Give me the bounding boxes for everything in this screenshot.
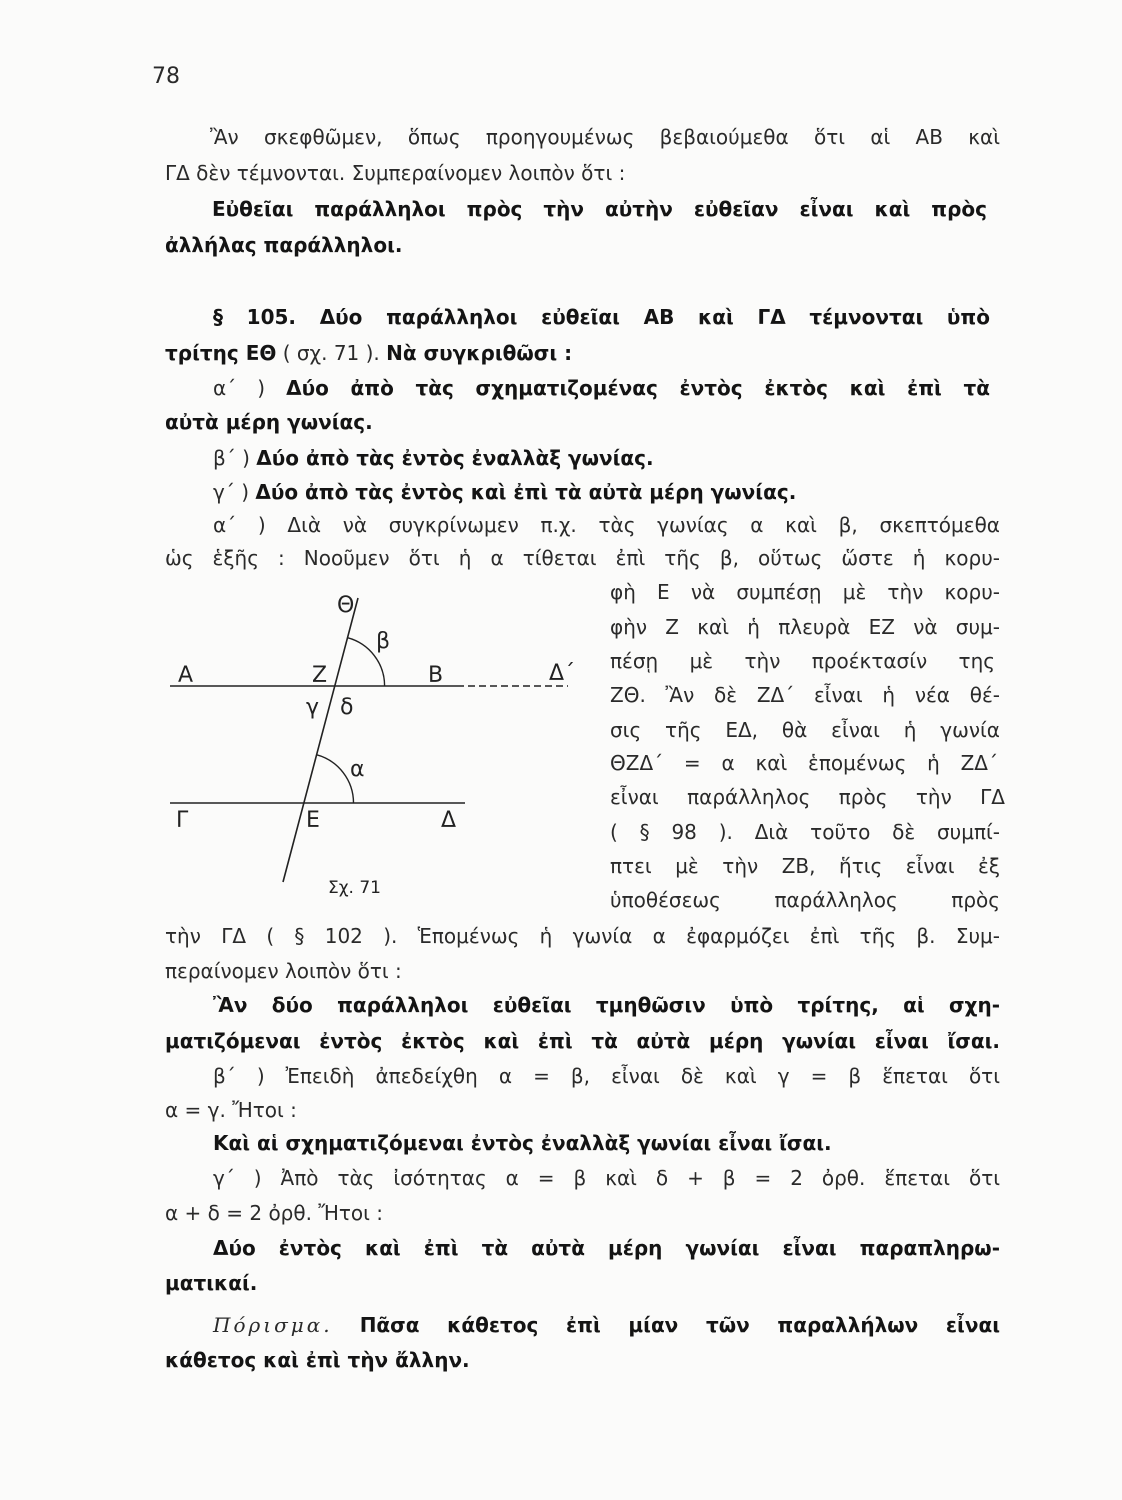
label-a: Α: [178, 663, 194, 688]
item-b-marker: β΄ ): [213, 446, 250, 470]
proof-a-column-line-9: πτει μὲ τὴν ΖΒ, ἥτις εἶναι ἐξ: [610, 854, 1000, 878]
proof-a-line-13: τὴν ΓΔ ( § 102 ). Ἑπομένως ἡ γωνία α ἐφαρμόζει ἐπὶ τῆς β. Συμ-: [165, 924, 1000, 948]
theorem-c-line-2: ματικαί.: [165, 1271, 258, 1295]
intro-line-2: ΓΔ δὲν τέμνονται. Συμπεραίνομεν λοιπὸν ὅτι :: [165, 161, 626, 185]
proof-a-column-line-2: φὴν Ζ καὶ ἡ πλευρὰ ΕΖ νὰ συμ-: [610, 615, 1000, 639]
proof-b-line-2: α = γ. Ἤτοι :: [165, 1098, 297, 1122]
label-d: Δ: [441, 808, 457, 833]
label-z: Ζ: [312, 663, 328, 688]
label-b: Β: [428, 663, 444, 688]
theorem-a-line-2: ματιζόμεναι ἐντὸς ἐκτὸς καὶ ἐπὶ τὰ αὐτὰ μέρη γωνίαι εἶναι ἴσαι.: [165, 1029, 1000, 1053]
item-c-text: Δύο ἀπὸ τὰς ἐντὸς καὶ ἐπὶ τὰ αὐτὰ μέρη γωνίας.: [255, 480, 797, 504]
theorem-b: Καὶ αἱ σχηματιζόμεναι ἐντὸς ἐναλλὰξ γωνίαι εἶναι ἴσαι.: [213, 1131, 832, 1155]
item-a-marker: α΄ ): [213, 376, 266, 400]
proof-c-line-2: α + δ = 2 ὀρθ. Ἤτοι :: [165, 1201, 384, 1225]
corollary-text: Πᾶσα κάθετος ἐπὶ μίαν τῶν παραλλήλων εἶναι: [359, 1313, 1001, 1337]
proof-a-line-2: ὡς ἑξῆς : Νοοῦμεν ὅτι ἡ α τίθεται ἐπὶ τῆς β, οὕτως ὥστε ἡ κορυ-: [165, 546, 1000, 570]
task-statement: Νὰ συγκριθῶσι :: [386, 341, 573, 365]
item-a-line-2: αὐτὰ μέρη γωνίας.: [165, 410, 373, 434]
item-c-line: [213, 475, 1000, 509]
item-b-line: [213, 441, 1000, 475]
label-d-prime: Δ΄: [549, 661, 576, 686]
proof-b-line-1: β΄ ) Ἐπειδὴ ἀπεδείχθη α = β, εἶναι δὲ καὶ γ = β ἕπεται ὅτι: [213, 1064, 1000, 1088]
rule-1-line-1: Εὐθεῖαι παράλληλοι πρὸς τὴν αὐτὴν εὐθεῖαν εἶναι καὶ πρὸς: [212, 197, 987, 221]
proof-c-line-1: γ΄ ) Ἀπὸ τὰς ἰσότητας α = β καὶ δ + β = 2 ὀρθ. ἕπεται ὅτι: [213, 1166, 1000, 1190]
label-e: Ε: [306, 808, 320, 833]
proof-a-column-line-3: πέσῃ μὲ τὴν προέκτασίν της: [610, 649, 995, 673]
corollary-label: Πόρισμα.: [213, 1313, 333, 1337]
label-gamma: γ: [306, 695, 320, 720]
theorem-c-line-1: Δύο ἐντὸς καὶ ἐπὶ τὰ αὐτὰ μέρη γωνίαι εἶναι παραπληρω-: [213, 1236, 1000, 1260]
rule-1-line-2: ἀλλήλας παράλληλοι.: [165, 233, 403, 257]
proof-a-column-line-7: εἶναι παράλληλος πρὸς τὴν ΓΔ: [610, 785, 1005, 809]
figure-reference: ( σχ. 71 ).: [282, 341, 380, 365]
label-beta: β: [376, 629, 391, 654]
proof-a-column-line-6: ΘΖΔ΄ = α καὶ ἑπομένως ἡ ΖΔ΄: [610, 751, 998, 775]
item-b-text: Δύο ἀπὸ τὰς ἐντὸς ἐναλλὰξ γωνίας.: [256, 446, 654, 470]
proof-a-column-line-5: σις τῆς ΕΔ, θὰ εἶναι ἡ γωνία: [610, 718, 1000, 742]
figure-caption: Σχ. 71: [328, 878, 382, 898]
label-alpha: α: [350, 757, 365, 782]
page-number: 78: [152, 64, 180, 89]
item-a-line-1: [213, 371, 990, 405]
figure-71: [160, 580, 580, 910]
proof-a-column-line-10: ὑποθέσεως παράλληλος πρὸς: [610, 888, 1000, 912]
corollary-line-2: κάθετος καὶ ἐπὶ τὴν ἄλλην.: [165, 1348, 470, 1372]
section-105-heading: § 105. Δύο παράλληλοι εὐθεῖαι ΑΒ καὶ ΓΔ τέμνονται ὑπὸ: [213, 305, 990, 329]
proof-a-column-line-4: ΖΘ. Ἂν δὲ ΖΔ΄ εἶναι ἡ νέα θέ-: [610, 683, 1000, 707]
label-delta: δ: [340, 695, 354, 720]
corollary-line-1: [213, 1308, 1000, 1342]
proof-a-column-line-1: φὴ Ε νὰ συμπέσῃ μὲ τὴν κορυ-: [610, 580, 1000, 604]
proof-a-line-1: α΄ ) Διὰ νὰ συγκρίνωμεν π.χ. τὰς γωνίας α καὶ β, σκεπτόμεθα: [213, 513, 1000, 537]
transversal-line-et: [283, 598, 358, 882]
transversal-name: τρίτης ΕΘ: [165, 341, 277, 365]
label-g: Γ: [176, 808, 189, 833]
angle-alpha-arc: [316, 755, 353, 803]
item-a-text: Δύο ἀπὸ τὰς σχηματιζομένας ἐντὸς ἐκτὸς καὶ ἐπὶ τὰ: [286, 376, 991, 400]
proof-a-line-14: περαίνομεν λοιπὸν ὅτι :: [165, 959, 402, 983]
proof-a-column-line-8: ( § 98 ). Διὰ τοῦτο δὲ συμπί-: [610, 820, 1000, 844]
theorem-a-line-1: Ἂν δύο παράλληλοι εὐθεῖαι τμηθῶσιν ὑπὸ τρίτης, αἱ σχη-: [213, 993, 1000, 1017]
item-c-marker: γ΄ ): [213, 480, 249, 504]
section-105-line-2: [165, 336, 1000, 370]
intro-line-1: Ἂν σκεφθῶμεν, ὅπως προηγουμένως βεβαιούμεθα ὅτι αἱ ΑΒ καὶ: [210, 125, 1000, 149]
label-theta: Θ: [337, 593, 355, 618]
